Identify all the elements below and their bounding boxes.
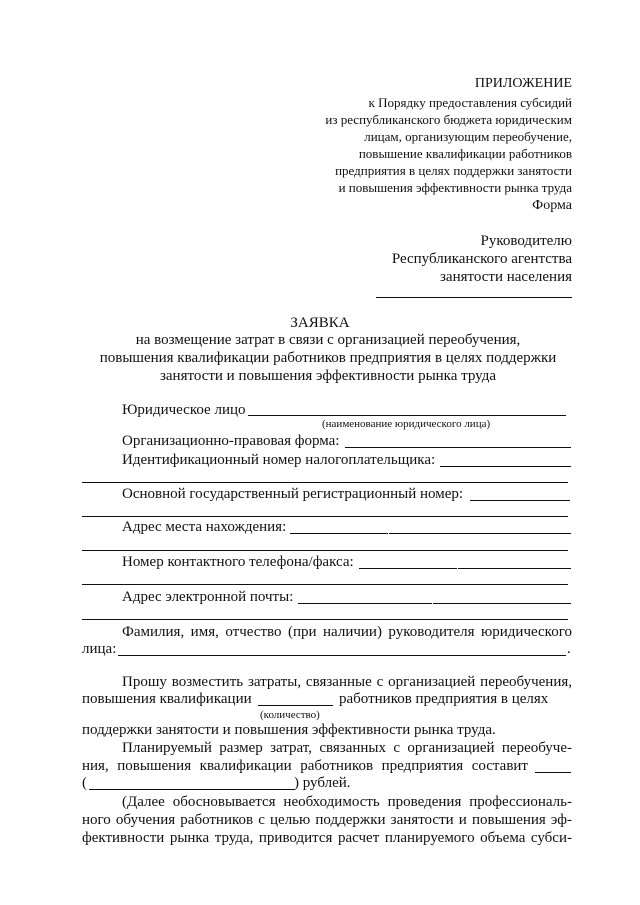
p1-line-2-b: работников предприятия в целях <box>339 691 549 707</box>
inn-field[interactable] <box>440 466 571 467</box>
address-label: Адрес места нахождения: <box>122 519 287 535</box>
form-label: Форма <box>532 198 572 213</box>
addressee-line-3: занятости населения <box>439 269 572 285</box>
email-field-part-1[interactable] <box>298 603 432 604</box>
address-field-continuation[interactable] <box>82 550 568 551</box>
appendix-line-4: повышение квалификации работников <box>358 146 572 161</box>
p1-line-3: поддержки занятости и повышения эффективности рынка труда. <box>82 722 496 738</box>
appendix-line-6: и повышения эффективности рынка труда <box>338 180 572 195</box>
phone-field-continuation[interactable] <box>82 584 568 585</box>
heading-line-1: на возмещение затрат в связи с организацией переобучения, <box>135 332 521 348</box>
p1-line-2-a: повышения квалификации <box>82 691 252 707</box>
address-field-part-1[interactable] <box>290 533 388 534</box>
p2-line-1: Планируемый размер затрат, связанных с организацией переобуче- <box>122 740 572 756</box>
employee-count-field[interactable] <box>258 705 333 706</box>
phone-field-part-1[interactable] <box>359 568 457 569</box>
heading-line-3: занятости и повышения эффективности рынка труда <box>159 368 497 384</box>
phone-label: Номер контактного телефона/факса: <box>122 554 354 570</box>
ogrn-label: Основной государственный регистрационный номер: <box>122 486 464 502</box>
p2-line-3-a: ( <box>82 775 87 791</box>
ogrn-field-continuation[interactable] <box>82 516 568 517</box>
appendix-line-3: лицам, организующим переобучение, <box>364 129 572 144</box>
employee-count-hint: (количество) <box>260 709 320 721</box>
appendix-line-1: к Порядку предоставления субсидий <box>368 95 572 110</box>
ogrn-field[interactable] <box>470 500 570 501</box>
head-name-label-line-2: лица: <box>82 641 117 657</box>
legal-entity-field[interactable] <box>248 415 566 416</box>
addressee-signature-line <box>376 297 572 298</box>
addressee-line-2: Республиканского агентства <box>391 251 572 267</box>
amount-in-words-field[interactable] <box>89 789 295 790</box>
head-name-label-line-1: Фамилия, имя, отчество (при наличии) руководителя юридического <box>122 624 572 640</box>
address-field-part-2[interactable] <box>389 533 571 534</box>
email-field-part-2[interactable] <box>433 603 571 604</box>
email-label: Адрес электронной почты: <box>122 589 294 605</box>
phone-field-part-2[interactable] <box>458 568 571 569</box>
legal-form-field[interactable] <box>345 447 571 448</box>
appendix-line-5: предприятия в целях поддержки занятости <box>335 163 572 178</box>
p3-line-2: ного обучения работников с целью поддержки занятости и повышения эф- <box>82 812 572 828</box>
inn-label: Идентификационный номер налогоплательщика: <box>122 452 436 468</box>
head-name-period: . <box>567 641 571 657</box>
appendix-title: ПРИЛОЖЕНИЕ <box>474 76 572 91</box>
p2-line-3-b: ) рублей. <box>294 775 351 791</box>
addressee-line-1: Руководителю <box>480 233 572 249</box>
heading-line-2: повышения квалификации работников предприятия в целях поддержки <box>99 350 557 366</box>
legal-entity-hint: (наименование юридического лица) <box>322 418 491 430</box>
legal-form-label: Организационно-правовая форма: <box>122 433 340 449</box>
appendix-line-2: из республиканского бюджета юридическим <box>325 112 572 127</box>
p3-line-3: фективности рынка труда, приводится расчет планируемого объема субси- <box>82 830 572 846</box>
document-title: ЗАЯВКА <box>290 315 350 331</box>
p1-line-1: Прошу возместить затраты, связанные с организацией переобучения, <box>122 674 572 690</box>
legal-entity-label: Юридическое лицо <box>122 402 246 418</box>
amount-field[interactable] <box>535 772 571 773</box>
p3-line-1: (Далее обосновывается необходимость проведения профессиональ- <box>122 794 572 810</box>
head-name-field[interactable] <box>118 655 566 656</box>
p2-line-2: ния, повышения квалификации работников предприятия составит <box>82 758 528 774</box>
inn-field-continuation[interactable] <box>82 482 568 483</box>
email-field-continuation[interactable] <box>82 619 568 620</box>
